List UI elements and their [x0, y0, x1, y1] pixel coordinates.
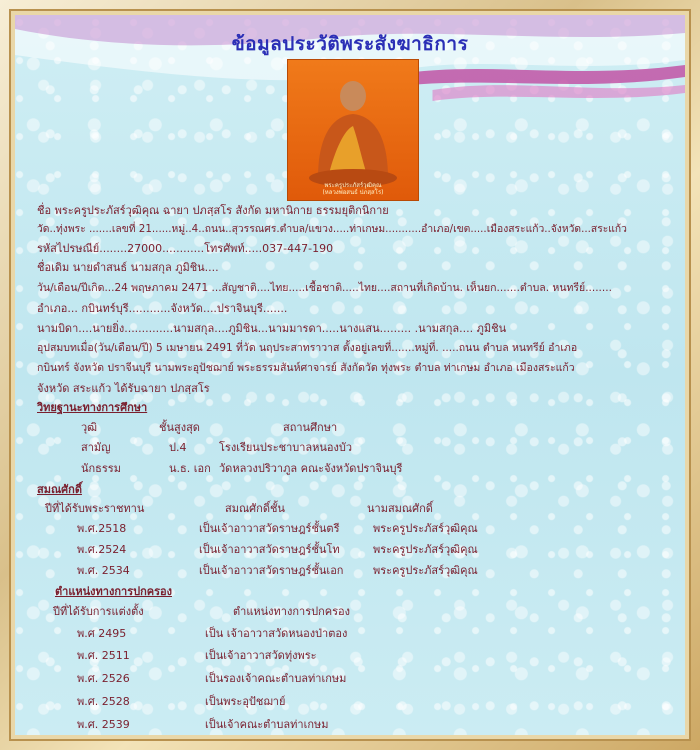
bio-line: นามบิดา....นายยิ่ง..............นามสกุล....ภูมิชิน...นามมารดา.....นางแสน......... .นามสกุล.... ภูมิชิน — [37, 322, 507, 335]
monk-figure — [288, 60, 418, 200]
education-cell: วัดหลวงปริวาภูล คณะจังหวัดปราจินบุรี — [219, 462, 403, 475]
bio-line: รหัสไปรษณีย์........27000............โทรศัพท์.....037-447-190 — [37, 242, 334, 255]
bio-line: อุปสมบทเมื่อ(วัน/เดือน/ปี) 5 เมษายน 2491 ที่วัด นฤประสาทราวาส ตั้งอยู่เลขที่.......หมู่ที่. .....ถนน ตำบล หนทรีย์ อำเภอ — [37, 342, 578, 354]
titles-cell: พระครูประภัสร์วุฒิคุณ — [373, 543, 478, 556]
education-cell: ป.4 — [169, 441, 187, 454]
titles-header: นามสมณศักดิ์ — [367, 502, 433, 515]
bio-line: วัด..ทุ่งพระ .......เลขที่ 21......หมู่..4..ถนน..สุวรรณศร.ตำบล/แขวง.....ท่าเกษม...........อำเภอ/เขต.....เมืองสระแก้ว..จังหวัด...สระแก้ว — [37, 223, 627, 235]
bio-line: จังหวัด สระแก้ว ได้รับฉายา ปภสฺสโร — [37, 382, 210, 395]
positions-cell: เป็นเจ้าคณะตำบลท่าเกษม — [205, 718, 329, 731]
titles-cell: เป็นเจ้าอาวาสวัดราษฎร์ชั้นตรี — [199, 522, 340, 535]
positions-cell: เป็นพระอุปัชฌาย์ — [205, 695, 286, 708]
caption-line: (หลวงพ่อสนธ์ ปภสฺสโร) — [322, 189, 384, 196]
positions-cell: พ.ศ 2495 — [77, 627, 127, 640]
titles-cell: พ.ศ. 2534 — [77, 564, 130, 577]
bio-line: วัน/เดือน/ปีเกิด...24 พฤษภาคม 2471 ...สัญชาติ....ไทย.....เชื้อชาติ.....ไทย....สถานที่เกิดบ้าน. เห็นยก.......ตำบล. หนทรีย์........ — [37, 282, 612, 294]
positions-cell: เป็นเจ้าอาวาสวัดทุ่งพระ — [205, 649, 317, 662]
education-cell: สามัญ — [81, 441, 111, 454]
titles-cell: พ.ศ.2518 — [77, 522, 127, 535]
education-cell: โรงเรียนประชาบาลหนองบัว — [219, 441, 353, 454]
titles-cell: พระครูประภัสร์วุฒิคุณ — [373, 522, 478, 535]
document-page — [15, 15, 685, 735]
bio-line: ชื่อ พระครูประภัสร์วุฒิคุณ ฉายา ปภสฺสโร สังกัด มหานิกาย ธรรมยุติกนิกาย — [37, 204, 389, 217]
bio-line: อำเภอ... กบินทร์บุรี............จังหวัด....ปราจินบุรี....... — [37, 302, 288, 315]
education-cell: นักธรรม — [81, 462, 121, 475]
titles-cell: พ.ศ.2524 — [77, 543, 127, 556]
titles-cell: เป็นเจ้าอาวาสวัดราษฎร์ชั้นเอก — [199, 564, 344, 577]
bio-line: ชื่อเดิม นายดำสนธ์ นามสกุล ภูมิชิน.... — [37, 261, 219, 274]
photo-caption — [296, 182, 410, 196]
frame-mat — [9, 9, 691, 741]
education-header: วุฒิ — [81, 421, 98, 434]
titles-header: สมณศักดิ์ชั้น — [225, 502, 285, 515]
titles-cell: พระครูประภัสร์วุฒิคุณ — [373, 564, 478, 577]
positions-cell: พ.ศ. 2526 — [77, 672, 130, 685]
positions-header: ตำแหน่งทางการปกครอง — [233, 605, 350, 618]
positions-header: ปีที่ได้รับการแต่งตั้ง — [53, 605, 144, 618]
positions-cell: เป็น เจ้าอาวาสวัดหนองป่าตอง — [205, 627, 348, 640]
monk-portrait — [287, 59, 419, 201]
positions-cell: พ.ศ. 2511 — [77, 649, 130, 662]
positions-cell: พ.ศ. 2539 — [77, 718, 130, 731]
education-heading: วิทยฐานะทางการศึกษา — [37, 401, 148, 414]
bio-line: กบินทร์ จังหวัด ปราจีนบุรี นามพระอุปัชฌาย์ พระธรรมสันห์ศาจารย์ สังกัดวัด ทุ่งพระ ตำบล ท่าเกษม อำเภอ เมืองสระแก้ว — [37, 362, 575, 374]
education-header: ชั้นสูงสุด — [159, 421, 200, 434]
page-title: ข้อมูลประวัติพระสังฆาธิการ — [231, 33, 469, 55]
education-cell: น.ธ. เอก — [169, 462, 211, 475]
positions-heading: ตำแหน่งทางการปกครอง — [55, 585, 172, 598]
titles-cell: เป็นเจ้าอาวาสวัดราษฎร์ชั้นโท — [199, 543, 340, 556]
titles-header: ปีที่ได้รับพระราชทาน — [45, 502, 145, 515]
positions-cell: เป็นรองเจ้าคณะตำบลท่าเกษม — [205, 672, 347, 685]
caption-line: พระครูประภัสร์วุฒิคุณ — [324, 182, 382, 189]
education-header: สถานศึกษา — [283, 421, 338, 434]
positions-cell: พ.ศ. 2528 — [77, 695, 130, 708]
titles-heading: สมณศักดิ์ — [37, 483, 82, 496]
